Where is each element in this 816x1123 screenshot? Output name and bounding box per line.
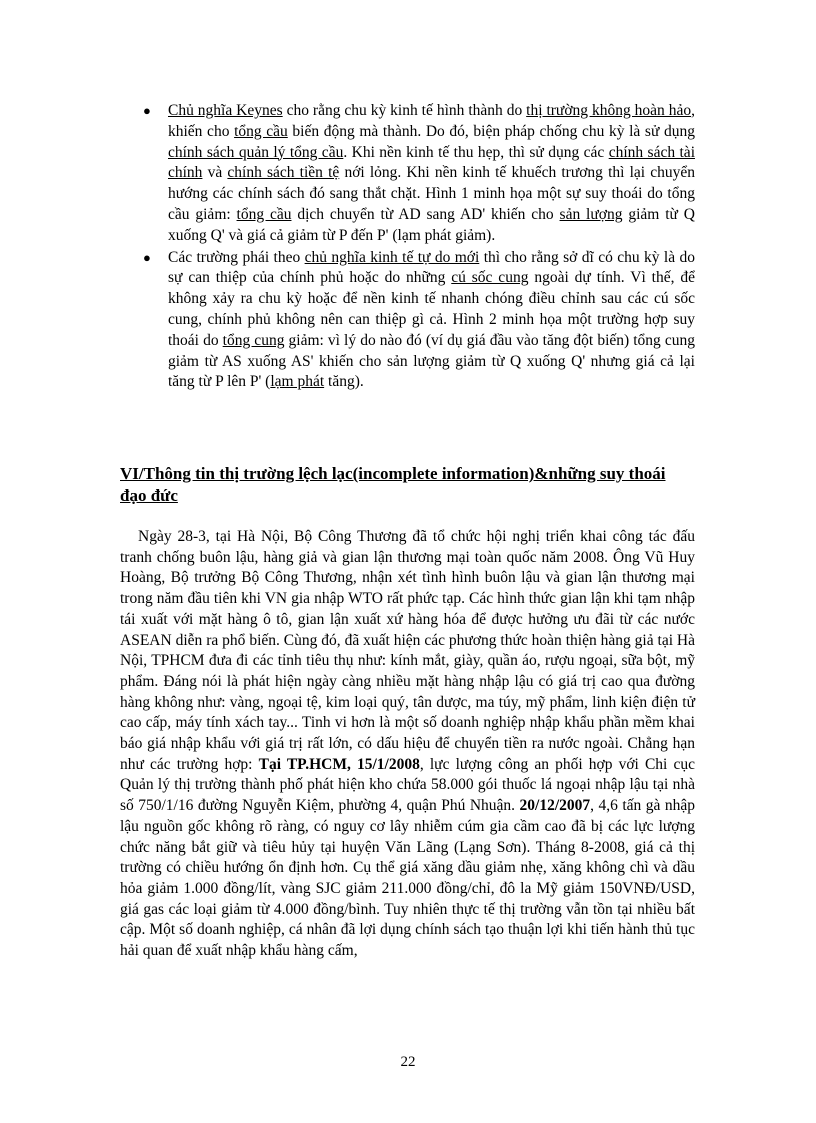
linked-term: tổng cung [222,331,285,349]
linked-term: chủ nghĩa kinh tế tự do mới [304,248,480,266]
linked-term: cú sốc cung [451,269,529,287]
section-heading: VI/Thông tin thị trường lệch lạc(incomplete information)&những suy thoái đạo đức [120,464,666,505]
text-run: và [202,164,228,182]
text-run: cho rằng chu kỳ kinh tế hình thành do [282,102,527,119]
bullet-text [168,249,695,391]
linked-term: thị trường không hoàn hảo [526,102,692,119]
text-run: nới lỏng. Khi nền kinh tế khuếch trương thì lại chuyển hướng các chính sách đó sang thắt chặt. Hình 1 minh họa một sự suy thoái do tổng cầu giảm: [168,164,696,223]
text-run: thì cho rằng sở dĩ có chu kỳ là do sự can thiệp của chính phủ hoặc do những [168,248,695,287]
text-run: giảm từ Q xuống Q' và giá cả giảm từ P đến P' (lạm phát giảm). [168,205,695,244]
linked-term: chính sách tài chính [168,143,695,182]
bold-text: Tại TP.HCM, 15/1/2008 [258,755,420,773]
text-run: Ngày 28-3, tại Hà Nội, Bộ Công Thương đã tổ chức hội nghị triển khai công tác đấu tranh chống buôn lậu, hàng giả và gian lận thương mại toàn quốc năm 2008. Ông Vũ Huy Hoàng, Bộ trưởng Bộ Công Thương, nhận xét tình hình buôn lậu và gian lận thương mại trong năm đầu tiên khi VN gia nhập WTO rất phức tạp. Các hình thức gian lận khi tạm nhập tái xuất với mặt hàng ô tô, gian lận xuất xứ hàng hóa để được hưởng ưu đãi từ các nước ASEAN diễn ra phổ biến. Cùng đó, đã xuất hiện các phương thức hoàn thiện hàng giả tại Hà Nội, TPHCM đưa đi các tỉnh tiêu thụ như: kính mắt, giày, quần áo, rượu ngoại, sữa bột, mỹ phẩm. Đáng nói là phát hiện ngày càng nhiều mặt hàng nhập lậu có giá trị cao qua đường hàng không như: vàng, ngoại tệ, kim loại quý, tân dược, ma túy, mỹ phẩm, linh kiện điện tử cao cấp, máy tính xách tay... Tinh vi hơn là một số doanh nghiệp nhập khẩu phần mềm khai báo giá nhập khẩu với giá trị rất lớn, có dấu hiệu để chuyển tiền ra nước ngoài. Chẳng hạn như các trường hợp: [120,528,695,773]
linked-term: chính sách tiền tệ [227,164,340,182]
text-run: , lực lượng công an phối hợp với Chi cục Quản lý thị trường thành phố phát hiện kho chứa 58.000 gói thuốc lá ngoại nhập lậu tại nhà số 750/1/16 đường Nguyễn Kiệm, phường 4, quận Phú Nhuận. [120,755,696,815]
bold-text: 20/12/2007 [519,797,591,815]
linked-term: lạm phát [270,373,325,391]
bullet-dot-icon: ● [143,103,151,118]
bullet-list [143,101,695,394]
bullet-item [143,248,695,394]
linked-term: chính sách quản lý tổng cầu [168,143,344,161]
page-number: 22 [400,1054,416,1070]
text-run: biến động mà thành. Do đó, biện pháp chống chu kỳ là sử dụng [287,122,695,140]
text-run: ngoài dự tính. Vì thế, để không xảy ra chu kỳ hoặc để nền kinh tế nhanh chóng điều chỉnh sau các cú sốc cung, chính phủ không nên can thiệp gì cả. Hình 2 minh họa một trường hợp suy thoái do [168,269,695,349]
linked-term: tổng cầu [236,205,292,223]
text-run: tăng). [324,373,364,391]
bullet-item [143,101,695,247]
text-run: , 4,6 tấn gà nhập lậu nguồn gốc không rõ ràng, có nguy cơ lây nhiễm cúm gia cầm cao đã bị các lực lượng chức năng bắt giữ và tiêu hủy tại huyện Văn Lãng (Lạng Sơn). Tháng 8-2008, giá cả thị trường có chiều hướng ổn định hơn. Cụ thể giá xăng dầu giảm nhẹ, xăng không chì và dầu hỏa giảm 1.000 đồng/lít, vàng SJC giảm 211.000 đồng/chỉ, đô la Mỹ giảm 150VNĐ/USD, giá gas các loại giảm từ 4.000 đồng/bình. Tuy nhiên thực tế thị trường vẫn tồn tại nhiều bất cập. Một số doanh nghiệp, cá nhân đã lợi dụng chính sách tạo thuận lợi khi tiến hành thủ tục hải quan để xuất nhập khẩu hàng cấm, [120,797,695,960]
bullet-dot-icon: ● [143,249,151,265]
bullet-text [168,102,695,244]
text-run: giảm: vì lý do nào đó (ví dụ giá đầu vào tăng đột biến) tổng cung giảm từ AS xuống AS' khiến cho sản lượng giảm từ Q xuống Q' nhưng giá cả lại tăng từ P lên P' ( [168,331,696,391]
text-run: , khiến cho [168,102,695,140]
body-paragraph [120,527,695,962]
linked-term: tổng cầu [234,122,288,140]
text-run: dịch chuyển từ AD sang AD' khiến cho [291,205,560,223]
linked-term: Chủ nghĩa Keynes [168,102,283,119]
text-run: Các trường phái theo [168,248,305,266]
text-run: . Khi nền kinh tế thu hẹp, thì sử dụng các [343,143,609,161]
linked-term: sản lượng [559,205,623,223]
